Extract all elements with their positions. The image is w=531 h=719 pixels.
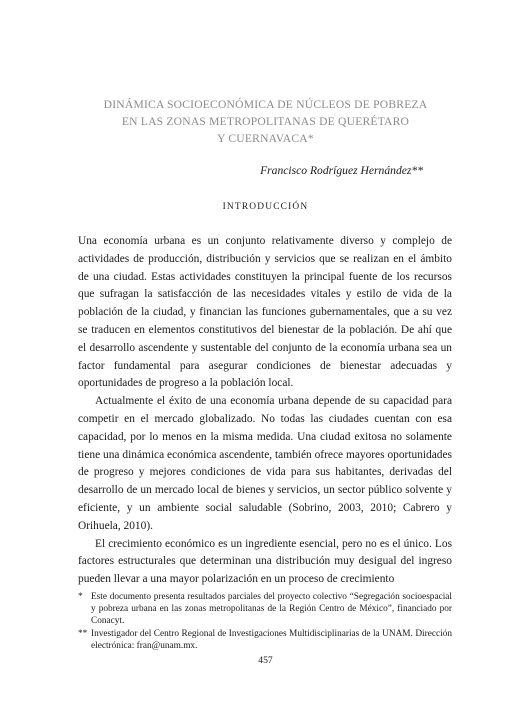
footnote-2: [78, 628, 452, 652]
body-text: [78, 233, 452, 589]
footnotes: [78, 591, 452, 652]
section-heading: INTRODUCCIÓN: [222, 202, 309, 212]
footnote-2-mark: **: [78, 629, 88, 639]
author-name: Francisco Rodríguez Hernández**: [260, 164, 423, 177]
chapter-title-line-3: Y CUERNAVACA*: [217, 132, 314, 145]
footnote-1-mark: *: [78, 592, 83, 602]
page-number: 457: [258, 655, 273, 666]
body-paragraph-3: El crecimiento económico es un ingrediente esencial, pero no es el único. Los factores estructurales que determinan una distribución muy desigual del ingreso pueden llevar a una mayor polarización en un proceso de crecimiento: [78, 537, 452, 586]
footnote-2-text: Investigador del Centro Regional de Investigaciones Multidisciplinarias de la UNAM. Dirección electrónica: fran@unam.mx.: [91, 629, 452, 651]
footnote-1: [78, 591, 452, 627]
body-paragraph-1: Una economía urbana es un conjunto relativamente diverso y complejo de actividades de producción, distribución y servicios que se realizan en el ámbito de una ciudad. Estas actividades constituyen la principal fuente de los recursos que sufragan la satisfacción de las necesidades vitales y estilo de vida de la población de la ciudad, y financian las funciones gubernamentales, que a su vez se traducen en elementos constitutivos del bienestar de la población. De ahí que el desarrollo ascendente y sustentable del conjunto de la economía urbana sea un factor fundamental para asegurar condiciones de bienestar adecuadas y oportunidades de progreso a la población local.: [78, 235, 452, 390]
chapter-title: [60, 96, 471, 147]
body-paragraph-2: Actualmente el éxito de una economía urbana depende de su capacidad para competir en el mercado globalizado. No todas las ciudades cuentan con esa capacidad, por lo menos en la misma medida. Una ciudad exitosa no solamente tiene una dinámica económica ascendente, también ofrece mayores oportunidades de progreso y mejores condiciones de vida para sus habitantes, derivadas del desarrollo de un mercado local de bienes y servicios, un sector público solvente y eficiente, y un ambiente social saludable (Sobrino, 2003, 2010; Cabrero y Orihuela, 2010).: [78, 395, 452, 532]
footnote-1-text: Este documento presenta resultados parciales del proyecto colectivo “Segregación socioespacial y pobreza urbana en las zonas metropolitanas de la Región Centro de México”, financiado por Conacyt.: [91, 592, 452, 626]
chapter-title-line-1: DINÁMICA SOCIOECONÓMICA DE NÚCLEOS DE POBREZA: [103, 98, 428, 111]
chapter-title-line-2: EN LAS ZONAS METROPOLITANAS DE QUERÉTARO: [121, 115, 410, 128]
